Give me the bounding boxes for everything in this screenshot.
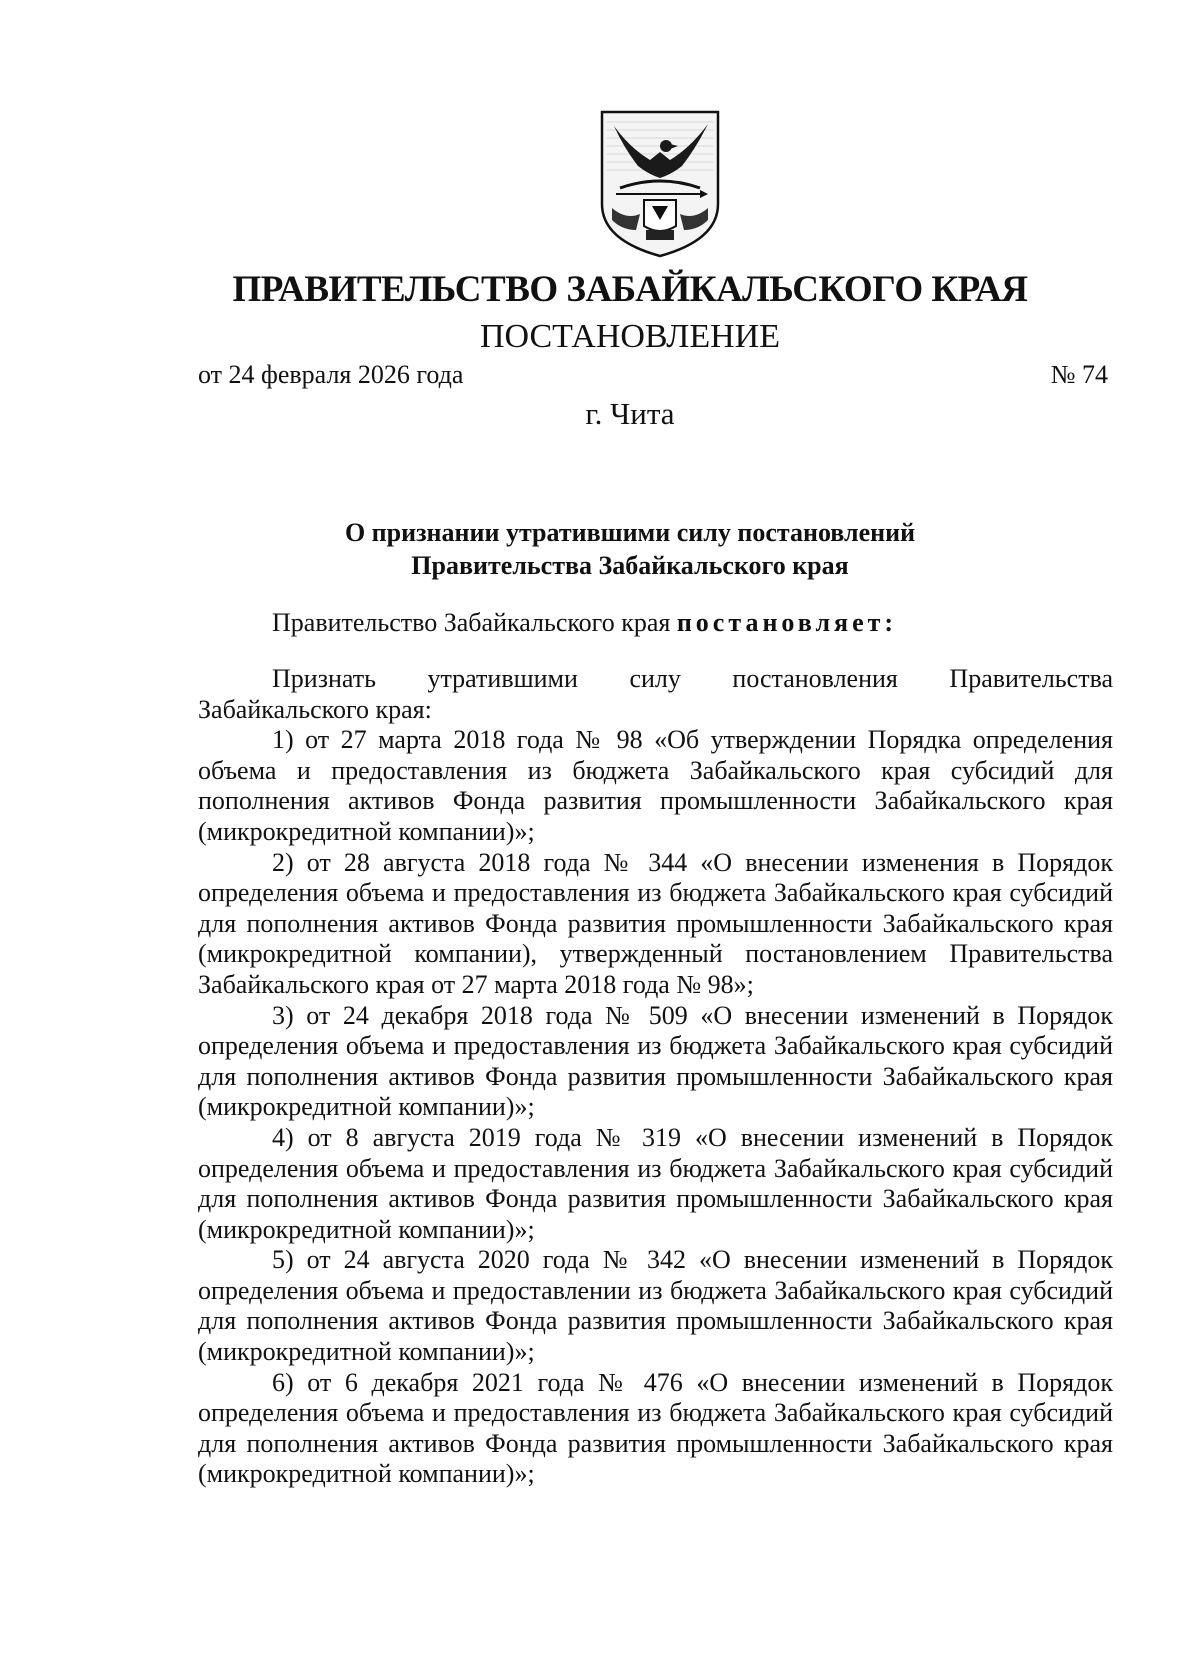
document-number: № 74 bbox=[1050, 360, 1108, 389]
list-item: 2) от 28 августа 2018 года № 344 «О внесении изменения в Порядок определения объема и предоставления из бюджета Забайкальского края субсидий для пополнения активов Фонда развития промышленности Забайкальского края (микрокредитной компании), утвержденный постановлением Правительства Забайкальского края от 27 марта 2018 года № 98»; bbox=[198, 847, 1113, 999]
document-subject bbox=[0, 516, 1200, 582]
subject-line-1: О признании утратившими силу постановлений bbox=[344, 518, 916, 547]
list-item: 5) от 24 августа 2020 года № 342 «О внесении изменений в Порядок определения объема и предоставлении из бюджета Забайкальского края субсидий для пополнения активов Фонда развития промышленности Забайкальского края (микрокредитной компании)»; bbox=[198, 1245, 1113, 1367]
document-body bbox=[198, 664, 1113, 1490]
document-date: от 24 февраля 2026 года bbox=[198, 360, 464, 389]
list-item: 3) от 24 декабря 2018 года № 509 «О внесении изменений в Порядок определения объема и предоставления из бюджета Забайкальского края субсидий для пополнения активов Фонда развития промышленности Забайкальского края (микрокредитной компании)»; bbox=[198, 1000, 1113, 1122]
organization-title: ПРАВИТЕЛЬСТВО ЗАБАЙКАЛЬСКОГО КРАЯ bbox=[232, 269, 1028, 310]
list-item: 1) от 27 марта 2018 года № 98 «Об утверждении Порядка определения объема и предоставления из бюджета Забайкальского края субсидий для пополнения активов Фонда развития промышленности Забайкальского края (микрокредитной компании)»; bbox=[198, 725, 1113, 846]
document-city: г. Чита bbox=[585, 396, 675, 431]
preamble-text: Правительство Забайкальского края bbox=[272, 608, 677, 637]
list-item: 6) от 6 декабря 2021 года № 476 «О внесении изменений в Порядок определения объема и предоставления из бюджета Забайкальского края субсидий для пополнения активов Фонда развития промышленности Забайкальского края (микрокредитной компании)»; bbox=[198, 1367, 1113, 1489]
preamble bbox=[272, 608, 897, 638]
intro-line-2: Забайкальского края: bbox=[198, 694, 432, 724]
list-item: 4) от 8 августа 2019 года № 319 «О внесении изменений в Порядок определения объема и предоставления из бюджета Забайкальского края субсидий для пополнения активов Фонда развития промышленности Забайкальского края (микрокредитной компании)»; bbox=[198, 1122, 1113, 1244]
subject-line-2: Правительства Забайкальского края bbox=[411, 551, 849, 580]
preamble-keyword: постановляет: bbox=[676, 608, 898, 637]
intro-paragraph bbox=[198, 664, 1113, 695]
coat-of-arms-icon bbox=[596, 108, 724, 260]
intro-line-1: Признать утратившими силу постановления Правительства bbox=[272, 664, 1114, 693]
document-type: ПОСТАНОВЛЕНИЕ bbox=[479, 318, 781, 355]
